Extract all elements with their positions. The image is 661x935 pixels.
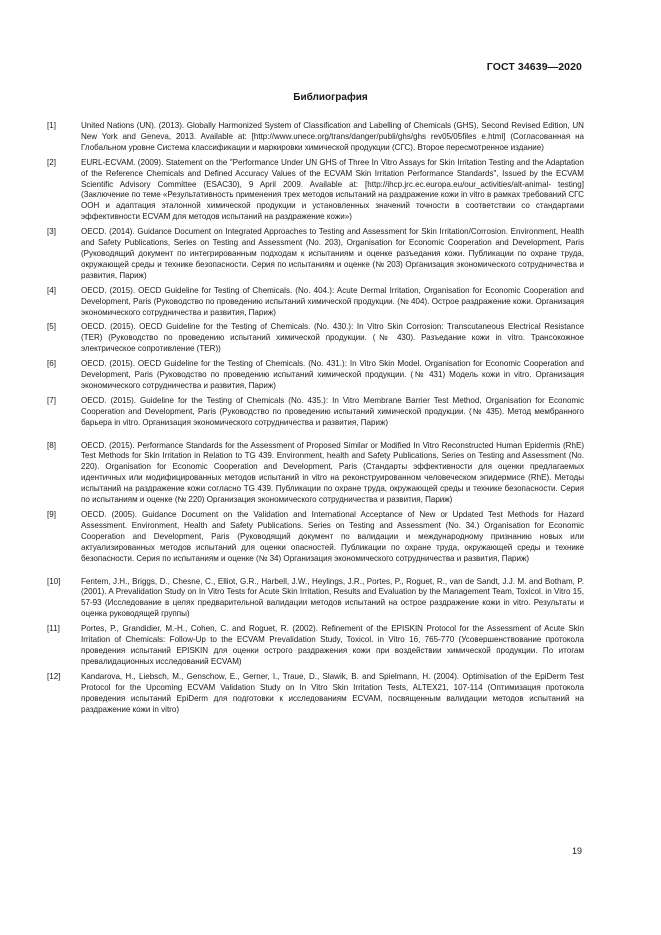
reference-text: OECD. (2015). Guideline for the Testing of Chemicals (No. 435.): In Vitro Membrane Barrier Test Method, Organisation for Economic Cooperation and Development, Paris (Руководство по проведению испытаний химической продукции. (№ 435). Метод мембранного барьера in vitro. Организация экономического сотрудничества и развития, Париж) [81, 395, 584, 427]
reference-number: [11] [47, 624, 60, 634]
reference-number: [10] [47, 576, 61, 586]
reference-number: [6] [47, 359, 56, 369]
reference-number: [3] [47, 227, 56, 237]
reference-number: [2] [47, 157, 56, 167]
reference-number: [4] [47, 285, 56, 295]
reference-text: Portes, P., Grandidier, M.-H., Cohen, C. and Roguet, R. (2002). Refinement of the EPISKIN Protocol for the Assessment of Acute Skin Irritation of Chemicals: Follow-Up to the ECVAM Prevalidation Study, Toxicol. in Vitro 16, 765-770 (Усовершенствование протокола проведения испытаний EPISKIN для оценки острого раздражения кожи при воздействии химической продукции. По итогам превалидационных исследований ECVAM) [81, 624, 584, 666]
reference-item [47, 510, 584, 565]
reference-number: [8] [47, 440, 56, 450]
reference-text: OECD. (2015). OECD Guideline for Testing of Chemicals. (No. 404.): Acute Dermal Irritation, Organisation for Economic Cooperation and Development, Paris (Руководство по проведению испытаний химической продукции. (№ 404). Острое раздражение кожи. Организация экономического сотрудничества и развития, Париж) [81, 285, 584, 317]
reference-text: OECD. (2014). Guidance Document on Integrated Approaches to Testing and Assessment for Skin Irritation/Corrosion. Environment, Health and Safety Publications, Series on Testing and Assessment (No. 203), Organisation for Economic Cooperation and Development, Paris (Руководящий документ по интегрированным подходам к испытаниям и оценке разъедания кожи. Публикации по охране труда, окружающей среды и технике безопасности. Серия по испытаниям и оценке (№ 203) Организация экономического сотрудничества и развития, Париж) [81, 227, 584, 280]
reference-text: OECD. (2015). OECD Guideline for the Testing of Chemicals. (No. 431.): In Vitro Skin Model. Organisation for Economic Cooperation and Development, Paris (Руководство по проведению испытаний химической продукции. (№ 431) Модель кожи in vitro. Организация экономического сотрудничества и развития, Париж) [81, 359, 584, 390]
reference-item [47, 396, 584, 429]
reference-text: Fentem, J.H., Briggs, D., Chesne, C., Elliot, G.R., Harbell, J.W., Heylings, J.R., Portes, P., Roguet, R., van de Sandt, J.J. M. and Botham, P. (2001). A Prevalidation Study on In Vitro Tests for Acute Skin Irritation, Results and Evaluation by the Management Team, Toxicol. in Vitro 15, 57-93 (Исследование в целях предварительной валидации методов испытаний на острое раздражение кожи in vitro. Результаты и оценка руководящей группы) [81, 576, 584, 619]
reference-item [47, 158, 584, 223]
reference-item [47, 577, 584, 621]
reference-text: OECD. (2015). Performance Standards for the Assessment of Proposed Similar or Modified In Vitro Reconstructed Human Epidermis (RhE) Test Methods for Skin Irritation in Relation to TG 439. Environment, health and Safety Publications, Series on Testing and Assessment (No. 220). Organisation for Economic Cooperation and Development, Paris (Стандарты эффективности для оценки предлагаемых идентичных или модифицированных методов испытаний in vitro на реконструированном человеческом эпидермисе (RhE). Методы испытаний на раздражение кожи согласно TG 439. Публикации по охране труда, окружающей среды и технике безопасности. Серия по испытаниям и оценке (№ 220) Организация экономического сотрудничества и развития, Париж) [81, 440, 584, 505]
reference-number: [12] [47, 671, 61, 681]
bibliography-list [47, 121, 584, 715]
reference-item [47, 121, 584, 154]
reference-number: [1] [47, 121, 56, 130]
reference-number: [7] [47, 395, 56, 405]
reference-item [47, 322, 584, 355]
reference-text: United Nations (UN). (2013). Globally Harmonized System of Classification and Labelling of Chemicals (GHS), Second Revised Edition, UN New York and Geneva, 2013. Available at: [http://www.unece.org/trans/danger/publi/ghs/ghs rev05/05files e.html] (Согласованная на Глобальном уровне Система классификации и маркировки химической продукции (СГС). Второе пересмотренное издание) [81, 121, 584, 152]
reference-number: [9] [47, 510, 56, 519]
reference-item [47, 227, 584, 282]
page-title: Библиография [293, 92, 368, 103]
reference-text: OECD. (2005). Guidance Document on the Validation and International Acceptance of New or Updated Test Methods for Hazard Assessment. Environment, Health and Safety Publications. Series on Testing and Assessment (No. 34.) Organisation for Economic Cooperation and Development, Paris (Руководящий документ по валидации и международному признанию новых или актуализированных методов испытаний для оценки опасностей. Публикации по охране труда, окружающей среды и технике безопасности. Серия по испытаниям и оценке (№ 34) Организация экономического сотрудничества и развития, Париж) [81, 510, 584, 563]
reference-text: Kandarova, H., Liebsch, M., Genschow, E., Gerner, I., Traue, D., Slawik, B. and Spielmann, H. (2004). Optimisation of the EpiDerm Test Protocol for the Upcoming ECVAM Validation Study on In Vitro Skin Irritation Tests, ALTEX21, 107-114 (Оптимизация протокола проведения испытаний EpiDerm для подготовки к исследованиям ECVAM, посвященным валидации методов испытаний на раздражение кожи in vitro) [81, 671, 584, 714]
page-number: 19 [571, 846, 582, 856]
reference-text: OECD. (2015). OECD Guideline for the Testing of Chemicals. (No. 430.): In Vitro Skin Corrosion: Transcutaneous Electrical Resistance (TER) (Руководство по проведению испытаний химической продукции. (№ 430). Разъедание кожи in vitro. Трансокожное электрическое сопротивление (TER)) [81, 322, 584, 354]
reference-item [47, 441, 584, 506]
reference-item [47, 672, 584, 716]
reference-number: [5] [47, 322, 56, 332]
reference-text: EURL-ECVAM. (2009). Statement on the "Performance Under UN GHS of Three In Vitro Assays for Skin Irritation Testing and the Adaptation of the Reference Chemicals and Defined Accuracy Values of the ECVAM Skin Irritation Performance Standards", Issued by the ECVAM Scientific Advisory Committee (ESAC30), 9 April 2009. Available at: [http://ihcp.jrc.ec.europa.eu/our_activities/alt-animal- testing] (Заключение по теме «Результативность применения трех методов испытаний на раздражение кожи in vitro в рамках требований СГС ООН и адаптация эталонной химической продукции и установленных значений точности в соответствии со стандартами эффективности ECVAM для методов испытаний на раздражение кожи») [81, 157, 584, 222]
reference-item [47, 359, 584, 392]
standard-code: ГОСТ 34639—2020 [486, 61, 582, 73]
reference-item [47, 286, 584, 319]
reference-item [47, 624, 584, 668]
